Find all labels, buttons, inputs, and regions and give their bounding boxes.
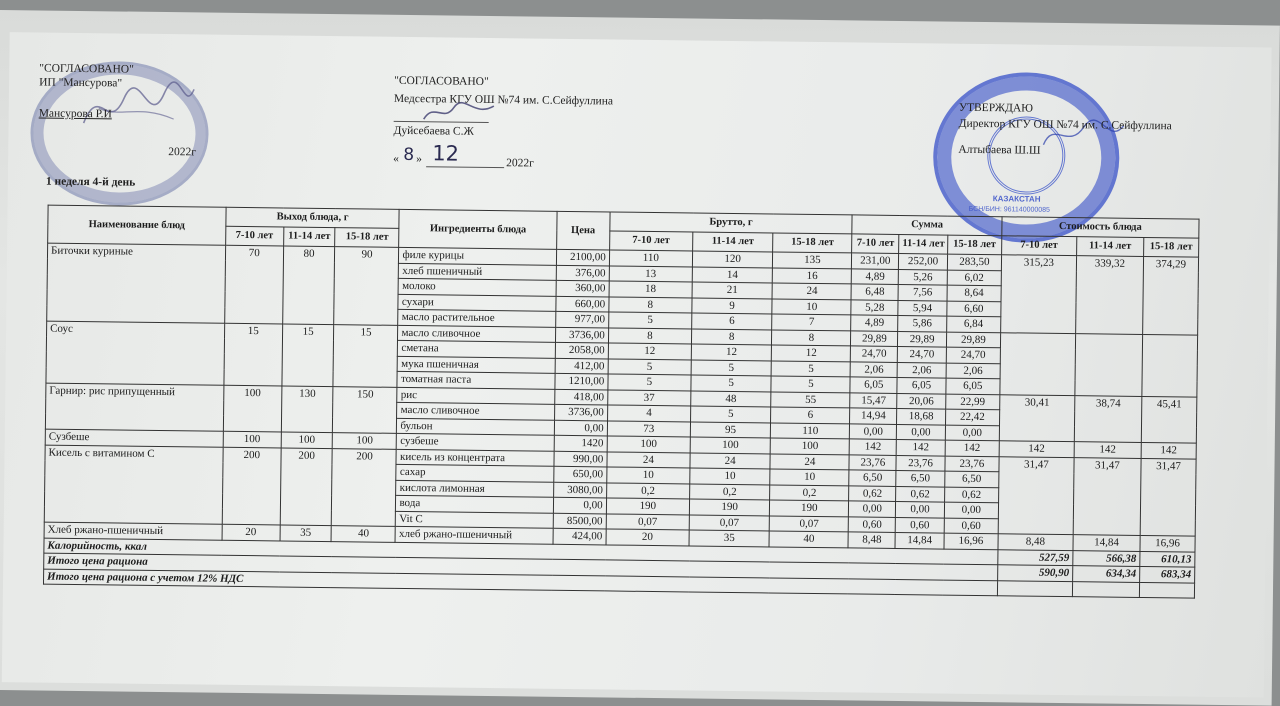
ingredient-brutto: 14 bbox=[692, 266, 772, 282]
dish-output: 20 bbox=[222, 524, 280, 540]
ingredient-brutto: 0,2 bbox=[770, 484, 849, 500]
ingredient-brutto: 12 bbox=[772, 345, 851, 361]
ingredient-brutto: 5 bbox=[691, 375, 771, 391]
dish-output: 100 bbox=[281, 432, 333, 448]
ingredient-sum: 0,00 bbox=[850, 423, 897, 439]
center-date-day: 8 bbox=[403, 144, 415, 166]
ingredient-sum: 4,89 bbox=[852, 268, 899, 284]
ingredient-brutto: 9 bbox=[692, 297, 772, 313]
ingredient-sum: 0,00 bbox=[945, 425, 999, 441]
header-sum: Сумма bbox=[852, 215, 1002, 236]
ingredient-sum: 14,94 bbox=[850, 408, 897, 424]
left-signer-name: Мансурова Р.И bbox=[38, 107, 112, 121]
dish-output: 70 bbox=[224, 245, 283, 323]
ingredient-brutto: 37 bbox=[607, 389, 690, 406]
header-age: 11-14 лет bbox=[693, 232, 773, 252]
ingredient-brutto: 5 bbox=[608, 358, 691, 375]
ingredient-brutto: 190 bbox=[606, 498, 689, 515]
menu-table-body bbox=[43, 243, 1198, 598]
dish-output: 130 bbox=[281, 385, 333, 432]
header-ingredients: Ингредиенты блюда bbox=[399, 209, 557, 249]
ingredient-price: 424,00 bbox=[553, 528, 606, 544]
ingredient-sum: 29,89 bbox=[851, 330, 898, 346]
ingredient-brutto: 0,2 bbox=[606, 482, 689, 499]
ingredient-sum: 0,00 bbox=[849, 501, 896, 517]
center-date-quote-close: » bbox=[416, 153, 423, 166]
center-date-month: 12 bbox=[432, 141, 460, 166]
header-age: 7-10 лет bbox=[609, 231, 693, 251]
dish-name: Соус bbox=[46, 321, 225, 385]
ingredient-sum: 5,86 bbox=[898, 315, 947, 331]
ingredient-sum: 5,26 bbox=[898, 269, 947, 285]
ingredient-sum: 0,60 bbox=[944, 518, 998, 534]
ingredient-sum: 231,00 bbox=[852, 253, 899, 269]
header-age: 11-14 лет bbox=[283, 227, 335, 247]
ingredient-sum: 0,62 bbox=[849, 485, 896, 501]
ingredient-sum: 142 bbox=[850, 439, 897, 455]
dish-cost: 14,84 bbox=[1073, 535, 1140, 551]
ingredient-brutto: 5 bbox=[608, 312, 691, 329]
dish-output: 150 bbox=[333, 386, 398, 433]
ingredient-sum: 18,68 bbox=[897, 408, 946, 424]
left-agreed-label: "СОГЛАСОВАНО" bbox=[39, 62, 134, 76]
dish-output: 80 bbox=[282, 246, 335, 324]
ingredient-brutto: 24 bbox=[690, 452, 770, 468]
ingredient-name: сметана bbox=[398, 340, 556, 357]
ingredient-sum: 6,60 bbox=[947, 301, 1001, 317]
ingredient-price: 412,00 bbox=[555, 358, 608, 374]
right-signer-name: Алтыбаева Ш.Ш bbox=[958, 143, 1041, 157]
stamp-bin: БСН/БИН: 961140000085 bbox=[968, 205, 1051, 214]
ingredient-brutto: 40 bbox=[769, 531, 848, 547]
ingredient-sum: 8,48 bbox=[848, 532, 895, 548]
ingredient-sum: 0,62 bbox=[896, 486, 945, 502]
totals-label: Итого цена рациона bbox=[44, 553, 998, 580]
ingredient-sum: 6,50 bbox=[849, 470, 896, 486]
totals-value: 527,59 bbox=[998, 549, 1073, 565]
dish-cost: 339,32 bbox=[1076, 256, 1144, 334]
dish-name: Сузбеше bbox=[45, 429, 223, 447]
dish-output: 100 bbox=[223, 431, 281, 447]
ingredient-price: 1210,00 bbox=[555, 373, 608, 389]
ingredient-brutto: 24 bbox=[607, 451, 690, 468]
ingredient-brutto: 5 bbox=[771, 376, 850, 392]
dish-cost: 8,48 bbox=[998, 534, 1073, 550]
ingredient-brutto: 100 bbox=[607, 436, 690, 453]
ingredient-name: филе курицы bbox=[399, 247, 557, 264]
ingredient-name: сузбеше bbox=[397, 433, 555, 450]
dish-output: 40 bbox=[331, 526, 395, 542]
ingredient-brutto: 190 bbox=[689, 499, 769, 515]
ingredient-brutto: 8 bbox=[772, 329, 851, 345]
stamp-country: КАЗАКСТАН bbox=[992, 194, 1041, 204]
ingredient-sum: 6,02 bbox=[947, 270, 1001, 286]
ingredient-sum: 6,50 bbox=[945, 471, 999, 487]
ingredient-sum: 6,50 bbox=[896, 470, 945, 486]
center-date-line bbox=[426, 165, 504, 168]
ingredient-sum: 142 bbox=[896, 439, 945, 455]
ingredient-brutto: 12 bbox=[691, 344, 771, 360]
ingredient-brutto: 10 bbox=[770, 469, 849, 485]
dish-output: 200 bbox=[332, 448, 397, 526]
ingredient-brutto: 12 bbox=[608, 343, 691, 360]
dish-output: 90 bbox=[334, 247, 399, 325]
left-org: ИП "Мансурова" bbox=[39, 76, 123, 90]
header-cost: Стоимость блюда bbox=[1002, 217, 1199, 238]
ingredient-price: 0,00 bbox=[553, 497, 606, 513]
ingredient-sum: 23,76 bbox=[896, 455, 945, 471]
dish-output: 200 bbox=[280, 447, 333, 525]
totals-label: Итого цена рациона с учетом 12% НДС bbox=[43, 569, 997, 596]
header-brutto: Брутто, г bbox=[610, 212, 853, 234]
header-age: 15-18 лет bbox=[335, 228, 399, 248]
dish-cost: 142 bbox=[999, 441, 1074, 457]
ingredient-name: хлеб ржано-пшеничный bbox=[396, 526, 554, 543]
ingredient-brutto: 35 bbox=[689, 530, 769, 546]
ingredient-sum: 20,06 bbox=[897, 393, 946, 409]
header-price: Цена bbox=[557, 211, 610, 250]
totals-value bbox=[1139, 582, 1194, 598]
ingredient-price: 3736,00 bbox=[554, 404, 607, 420]
totals-label: Калорийность, ккал bbox=[44, 538, 998, 565]
totals-value: 634,34 bbox=[1073, 566, 1140, 582]
center-date-quote: « bbox=[393, 152, 400, 165]
dish-name: Кисель с витамином С bbox=[44, 445, 223, 525]
ingredient-brutto: 8 bbox=[609, 296, 692, 313]
ingredient-brutto: 110 bbox=[609, 250, 692, 267]
dish-output: 15 bbox=[333, 324, 398, 387]
ingredient-brutto: 21 bbox=[692, 282, 772, 298]
ingredient-sum: 6,05 bbox=[897, 377, 946, 393]
ingredient-name: масло растительное bbox=[398, 309, 556, 326]
ingredient-price: 1420 bbox=[554, 435, 607, 451]
dish-cost: 374,29 bbox=[1143, 256, 1199, 334]
ingredient-brutto: 4 bbox=[607, 405, 690, 422]
dish-output: 100 bbox=[223, 385, 281, 432]
ingredient-name: кисель из концентрата bbox=[396, 449, 554, 466]
ingredient-sum: 0,60 bbox=[849, 516, 896, 532]
photo-frame bbox=[0, 10, 1280, 706]
ingredient-sum: 24,70 bbox=[946, 347, 1000, 363]
center-signer-name: Дуйсебаева С.Ж bbox=[393, 124, 474, 138]
ingredient-brutto: 5 bbox=[691, 406, 771, 422]
right-approved-label: УТВЕРЖДАЮ bbox=[958, 101, 1034, 115]
ingredient-brutto: 24 bbox=[772, 283, 851, 299]
dish-cost: 38,74 bbox=[1074, 395, 1142, 442]
ingredient-name: вода bbox=[396, 495, 554, 512]
ingredient-brutto: 95 bbox=[690, 421, 770, 437]
ingredient-price: 418,00 bbox=[555, 389, 608, 405]
ingredient-sum: 22,99 bbox=[946, 394, 1000, 410]
ingredient-sum: 283,50 bbox=[947, 254, 1001, 270]
ingredient-brutto: 100 bbox=[690, 437, 770, 453]
ingredient-sum: 24,70 bbox=[851, 346, 898, 362]
ingredient-sum: 6,05 bbox=[850, 377, 897, 393]
header-output: Выход блюда, г bbox=[226, 207, 400, 228]
ingredient-price: 360,00 bbox=[556, 280, 609, 296]
ingredient-brutto: 55 bbox=[771, 391, 850, 407]
ingredient-brutto: 5 bbox=[771, 360, 850, 376]
ingredient-sum: 6,84 bbox=[947, 316, 1001, 332]
ingredient-price: 8500,00 bbox=[553, 513, 606, 529]
ingredient-brutto: 18 bbox=[609, 281, 692, 298]
dish-cost: 31,47 bbox=[1073, 457, 1141, 535]
ingredient-price: 2100,00 bbox=[556, 249, 609, 265]
ingredient-brutto: 8 bbox=[608, 327, 691, 344]
ingredient-sum: 5,28 bbox=[851, 299, 898, 315]
ingredient-brutto: 16 bbox=[772, 267, 851, 283]
ingredient-sum: 252,00 bbox=[899, 253, 948, 269]
ingredient-name: кислота лимонная bbox=[396, 480, 554, 497]
ingredient-brutto: 7 bbox=[772, 314, 851, 330]
dish-output: 15 bbox=[282, 323, 335, 386]
dish-cost bbox=[1000, 332, 1076, 395]
ingredient-sum: 23,76 bbox=[849, 454, 896, 470]
dish-cost: 30,41 bbox=[999, 394, 1075, 441]
menu-document bbox=[2, 32, 1272, 697]
ingredient-brutto: 10 bbox=[772, 298, 851, 314]
header-age: 7-10 лет bbox=[852, 234, 899, 254]
ingredient-brutto: 0,07 bbox=[689, 514, 769, 530]
ingredient-sum: 2,06 bbox=[851, 361, 898, 377]
totals-value: 683,34 bbox=[1140, 566, 1195, 582]
ingredient-sum: 29,89 bbox=[946, 332, 1000, 348]
ingredient-sum: 8,64 bbox=[947, 285, 1001, 301]
ingredient-sum: 2,06 bbox=[946, 363, 1000, 379]
ingredient-sum: 5,94 bbox=[898, 300, 947, 316]
dish-cost: 315,23 bbox=[1000, 255, 1076, 333]
ingredient-sum: 14,84 bbox=[895, 532, 944, 548]
ingredient-price: 3736,00 bbox=[555, 327, 608, 343]
ingredient-brutto: 24 bbox=[770, 453, 849, 469]
dish-cost bbox=[1142, 334, 1198, 397]
ingredient-sum: 6,48 bbox=[851, 284, 898, 300]
dish-output: 100 bbox=[333, 433, 397, 449]
ingredient-brutto: 120 bbox=[692, 251, 772, 267]
dish-cost: 31,47 bbox=[1140, 458, 1196, 536]
ingredient-name: сухари bbox=[398, 294, 556, 311]
ingredient-price: 650,00 bbox=[554, 466, 607, 482]
ingredient-sum: 2,06 bbox=[897, 362, 946, 378]
ingredient-name: сахар bbox=[396, 464, 554, 481]
ingredient-brutto: 5 bbox=[691, 359, 771, 375]
dish-output: 200 bbox=[222, 447, 281, 525]
dish-cost: 45,41 bbox=[1141, 396, 1197, 443]
ingredient-brutto: 0,2 bbox=[690, 483, 770, 499]
ingredient-sum: 0,00 bbox=[897, 424, 946, 440]
ingredient-sum: 22,42 bbox=[945, 409, 999, 425]
ingredient-brutto: 10 bbox=[690, 468, 770, 484]
ingredient-sum: 23,76 bbox=[945, 456, 999, 472]
ingredient-sum: 0,62 bbox=[944, 487, 998, 503]
dish-cost bbox=[1075, 333, 1143, 396]
menu-table bbox=[43, 205, 1200, 599]
header-dish-name: Наименование блюд bbox=[48, 205, 226, 245]
ingredient-name: томатная паста bbox=[397, 371, 555, 388]
dish-output: 15 bbox=[224, 323, 283, 386]
ingredient-sum: 142 bbox=[945, 440, 999, 456]
header-age: 15-18 лет bbox=[773, 233, 852, 253]
dish-output: 35 bbox=[280, 525, 332, 541]
header-age: 15-18 лет bbox=[948, 235, 1002, 255]
signature-center bbox=[419, 97, 499, 128]
ingredient-sum: 15,47 bbox=[850, 392, 897, 408]
ingredient-sum: 0,00 bbox=[944, 502, 998, 518]
week-day-line: 1 неделя 4-й день bbox=[45, 175, 136, 189]
dish-cost: 142 bbox=[1141, 442, 1196, 458]
ingredient-brutto: 6 bbox=[692, 313, 772, 329]
dish-cost: 142 bbox=[1074, 442, 1141, 458]
ingredient-brutto: 48 bbox=[691, 390, 771, 406]
ingredient-sum: 6,05 bbox=[946, 378, 1000, 394]
totals-value bbox=[997, 580, 1072, 596]
ingredient-brutto: 13 bbox=[609, 265, 692, 282]
ingredient-brutto: 8 bbox=[691, 328, 771, 344]
header-age: 15-18 лет bbox=[1144, 237, 1199, 257]
dish-name: Гарнир: рис припущенный bbox=[45, 383, 223, 432]
ingredient-sum: 7,56 bbox=[898, 284, 947, 300]
center-agreed-label: "СОГЛАСОВАНО" bbox=[394, 74, 489, 88]
ingredient-sum: 24,70 bbox=[897, 346, 946, 362]
ingredient-name: бульон bbox=[397, 418, 555, 435]
ingredient-name: масло сливочное bbox=[397, 402, 555, 419]
center-position: Медсестра КГУ ОШ №74 им. С.Сейфуллина bbox=[393, 92, 614, 108]
dish-name: Биточки куриные bbox=[47, 243, 226, 323]
ingredient-price: 376,00 bbox=[556, 265, 609, 281]
center-year: 2022г bbox=[506, 157, 534, 170]
header-age: 11-14 лет bbox=[899, 234, 948, 254]
ingredient-sum: 29,89 bbox=[898, 331, 947, 347]
ingredient-price: 0,00 bbox=[554, 420, 607, 436]
ingredient-sum: 0,00 bbox=[896, 501, 945, 517]
totals-value: 610,13 bbox=[1140, 551, 1195, 567]
ingredient-name: Vit C bbox=[396, 511, 554, 528]
ingredient-name: хлеб пшеничный bbox=[399, 263, 557, 280]
ingredient-brutto: 5 bbox=[608, 374, 691, 391]
ingredient-brutto: 6 bbox=[771, 407, 850, 423]
header-age: 7-10 лет bbox=[1001, 236, 1076, 256]
ingredient-brutto: 10 bbox=[606, 467, 689, 484]
ingredient-brutto: 0,07 bbox=[769, 515, 848, 531]
totals-value: 566,38 bbox=[1073, 550, 1140, 566]
ingredient-brutto: 73 bbox=[607, 420, 690, 437]
ingredient-name: рис bbox=[397, 387, 555, 404]
ingredient-brutto: 20 bbox=[606, 529, 689, 546]
dish-name: Хлеб ржано-пшеничный bbox=[44, 522, 222, 540]
left-year: 2022г bbox=[168, 146, 197, 159]
totals-value: 590,90 bbox=[997, 565, 1072, 581]
ingredient-brutto: 110 bbox=[771, 422, 850, 438]
ingredient-name: масло сливочное bbox=[398, 325, 556, 342]
ingredient-price: 3080,00 bbox=[553, 482, 606, 498]
ingredient-sum: 16,96 bbox=[944, 533, 998, 549]
ingredient-sum: 0,60 bbox=[895, 517, 944, 533]
ingredient-brutto: 190 bbox=[770, 500, 849, 516]
dish-cost: 16,96 bbox=[1140, 535, 1195, 551]
ingredient-brutto: 135 bbox=[773, 252, 852, 268]
ingredient-price: 990,00 bbox=[554, 451, 607, 467]
ingredient-brutto: 100 bbox=[770, 438, 849, 454]
ingredient-price: 660,00 bbox=[556, 296, 609, 312]
dish-cost: 31,47 bbox=[998, 456, 1074, 534]
totals-value bbox=[1072, 581, 1139, 597]
ingredient-sum: 4,89 bbox=[851, 315, 898, 331]
header-age: 11-14 лет bbox=[1077, 237, 1144, 257]
ingredient-name: мука пшеничная bbox=[398, 356, 556, 373]
right-position: Директор КГУ ОШ №74 им. С.Сейфуллина bbox=[958, 117, 1172, 133]
ingredient-brutto: 0,07 bbox=[606, 513, 689, 530]
header-age: 7-10 лет bbox=[225, 226, 283, 246]
ingredient-name: молоко bbox=[399, 278, 557, 295]
ingredient-price: 977,00 bbox=[556, 311, 609, 327]
ingredient-price: 2058,00 bbox=[555, 342, 608, 358]
